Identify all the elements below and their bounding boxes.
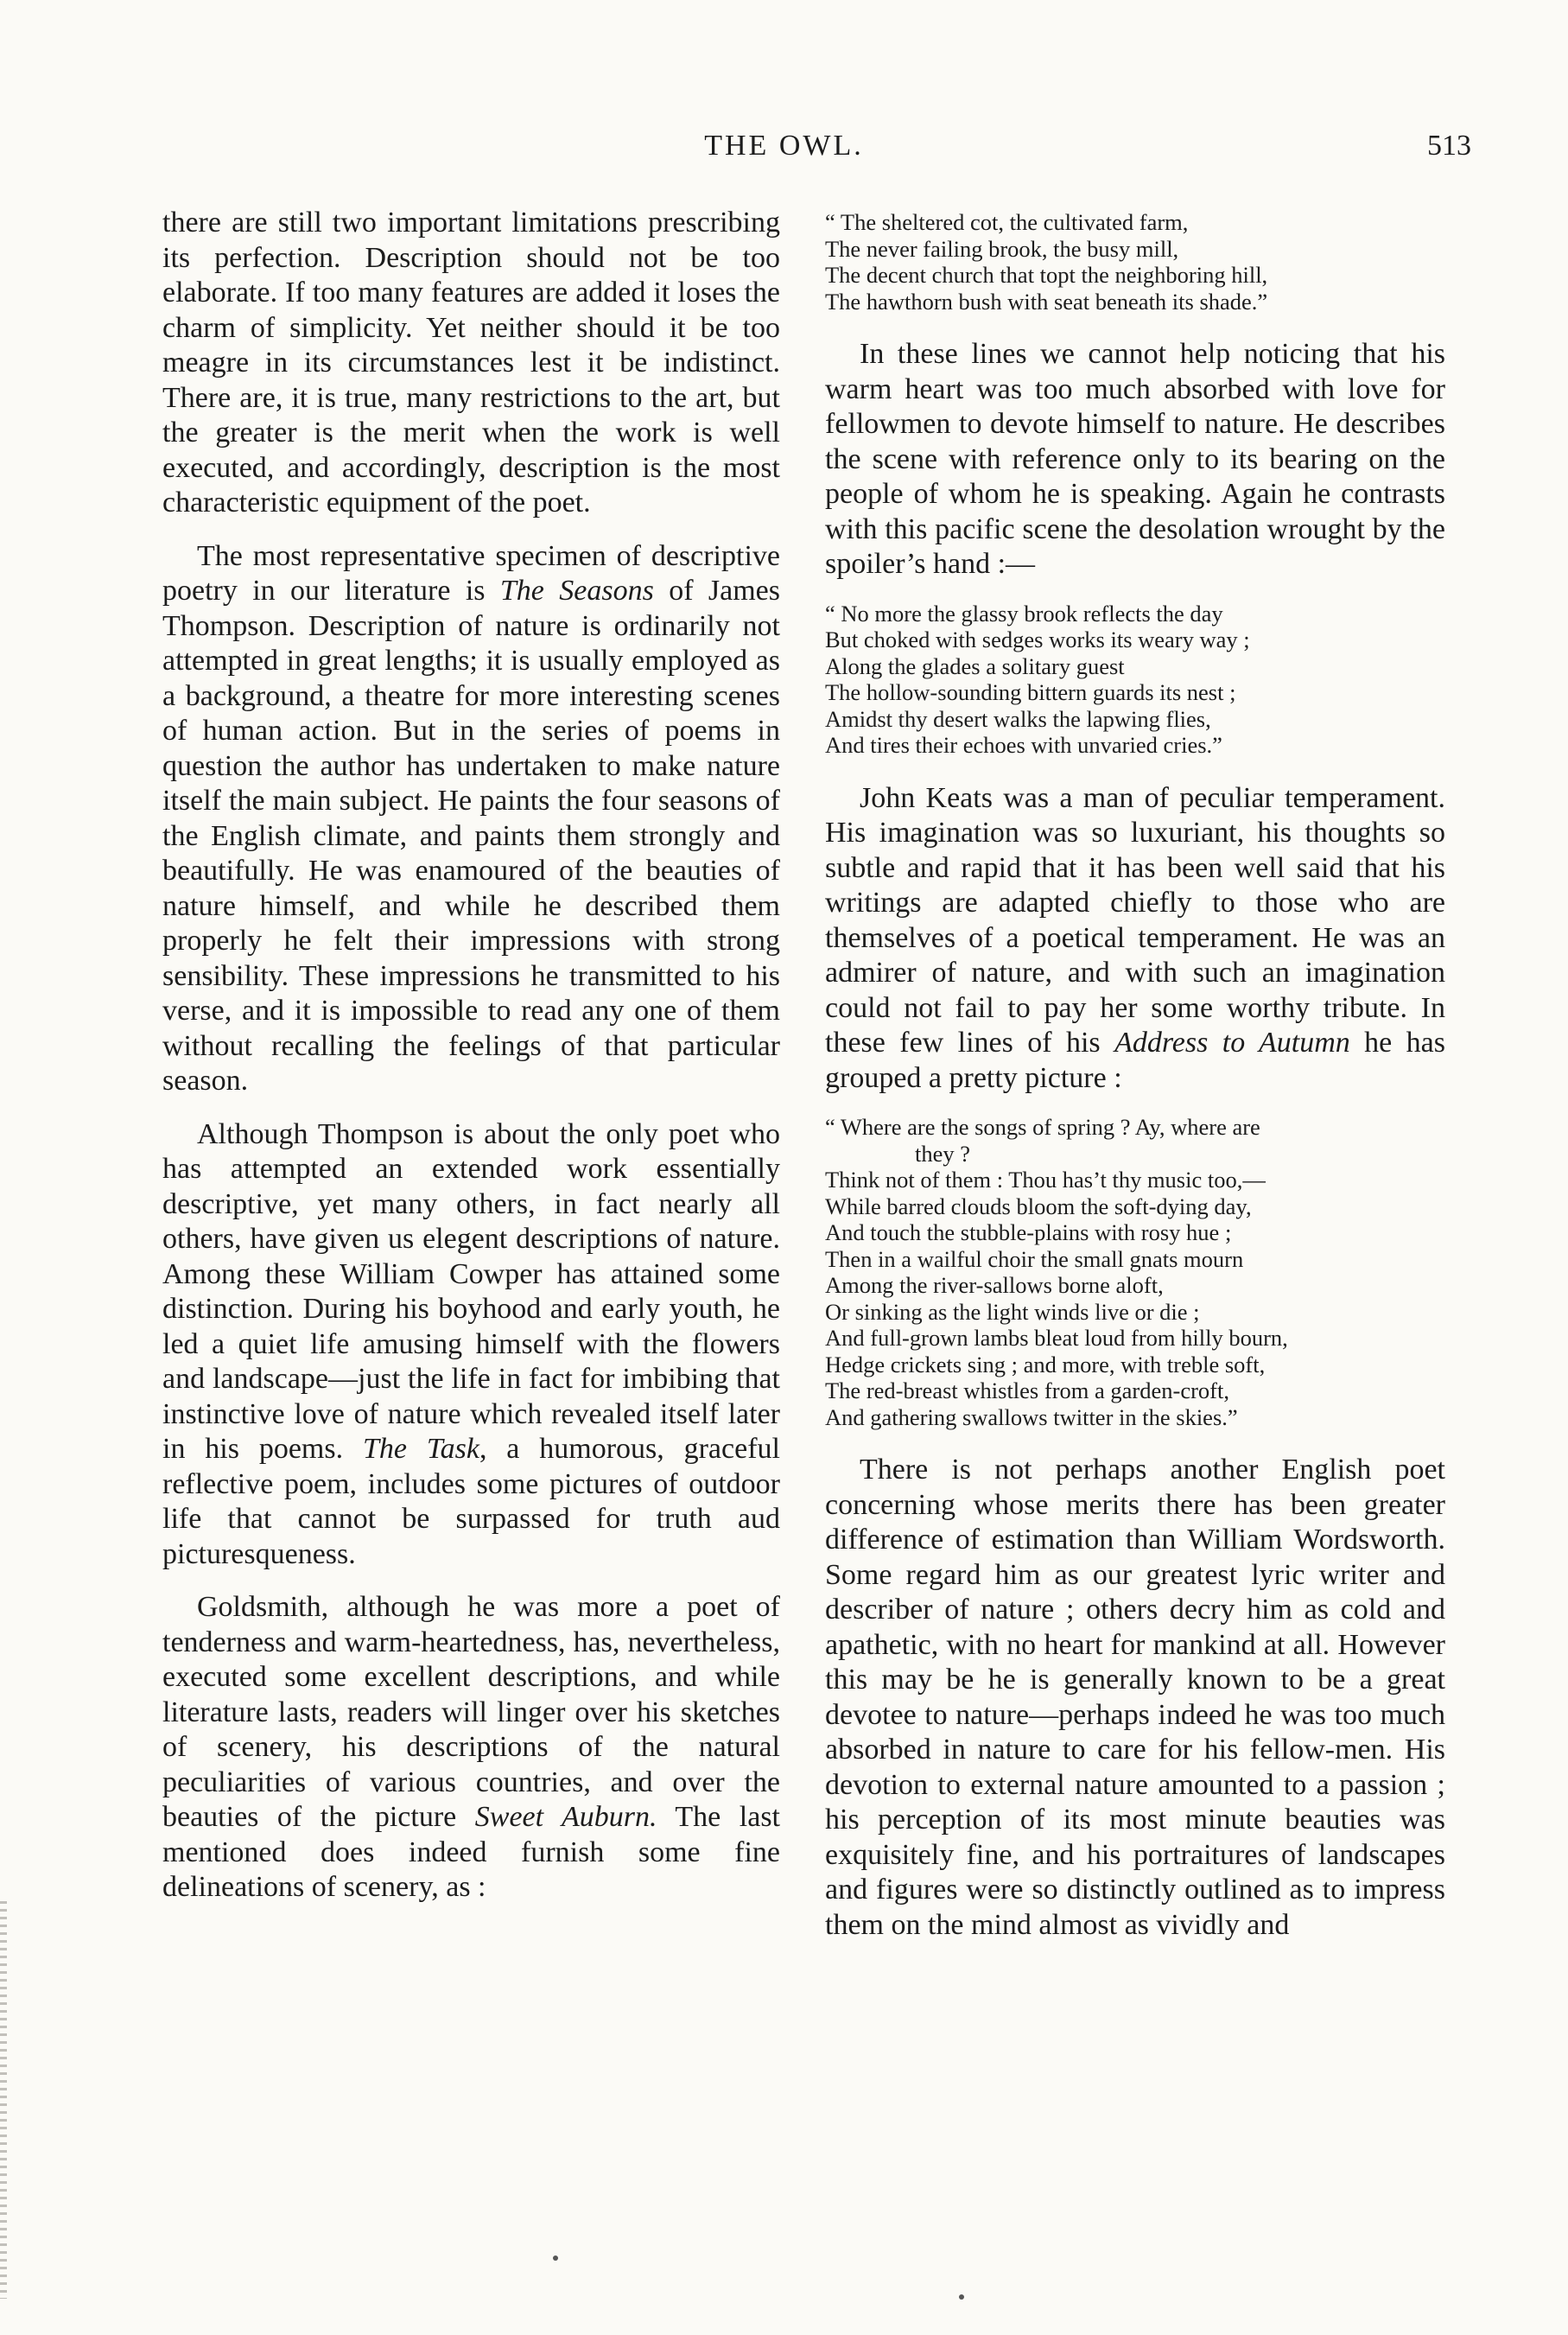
verse-line: And gathering swallows twitter in the skies.” bbox=[825, 1403, 1238, 1430]
work-title-the-seasons: The Seasons bbox=[499, 575, 654, 607]
verse-quotation-desolation bbox=[825, 601, 1445, 759]
verse-line: “ The sheltered cot, the cultivated farm, bbox=[825, 209, 1189, 235]
print-speck bbox=[553, 2255, 558, 2261]
verse-line: The never failing brook, the busy mill, bbox=[825, 235, 1179, 262]
work-title-the-task: The Task bbox=[362, 1433, 479, 1465]
verse-line: Or sinking as the light winds live or die ; bbox=[825, 1298, 1200, 1325]
verse-line: And touch the stubble-plains with rosy hue ; bbox=[825, 1219, 1232, 1245]
paragraph-limitations: there are still two important limitations prescribing its perfection. Description should not be too elaborate. If too many features are added it loses the charm of simplicity. Yet neither should it be too meagre in its circumstances lest it be indistinct. There are, it is true, many restrictions to the art, but the greater is the merit when the work is well executed, and accordingly, description is the most characteristic equipment of the poet. bbox=[162, 207, 780, 519]
verse-line: Amidst thy desert walks the lapwing flies, bbox=[825, 705, 1211, 732]
paragraph-goldsmith-fellowmen: In these lines we cannot help noticing that his warm heart was too much absorbed with love for fellowmen to devote himself to nature. He describes the scene with reference only to its bearing on the people of whom he is speaking. Again he contrasts with this pacific scene the desolation wrought by the spoiler’s hand :— bbox=[825, 338, 1445, 580]
verse-line: Think not of them : Thou has’t thy music too,— bbox=[825, 1167, 1266, 1193]
verse-line: The red-breast whistles from a garden-croft, bbox=[825, 1377, 1229, 1403]
verse-line: “ No more the glassy brook reflects the day bbox=[825, 600, 1223, 627]
text-run: he has grouped a pretty picture : bbox=[825, 1027, 1445, 1094]
paragraph-cowper bbox=[162, 1117, 780, 1573]
verse-line: Hedge crickets sing ; and more, with treble soft, bbox=[825, 1351, 1266, 1377]
verse-line-continuation: they ? bbox=[915, 1140, 971, 1167]
verse-line: And full-grown lambs bleat loud from hilly bourn, bbox=[825, 1325, 1288, 1351]
paragraph-keats bbox=[825, 781, 1445, 1097]
verse-line: Then in a wailful choir the small gnats mourn bbox=[825, 1245, 1244, 1272]
verse-line: And tires their echoes with unvaried cries.” bbox=[825, 732, 1222, 758]
page-number: 513 bbox=[1427, 130, 1471, 162]
verse-quotation-autumn bbox=[825, 1114, 1445, 1430]
running-head bbox=[0, 130, 1568, 173]
print-speck bbox=[959, 2294, 964, 2300]
text-run: Goldsmith, although he was more a poet of tenderness and warm-heartedness, has, nevertheless, executed some excellent descriptions, and while literature lasts, readers will linger over his sketches of scenery, his descriptions of the natural peculiarities of various countries, and over the beauties of the picture bbox=[162, 1591, 780, 1833]
work-title-sweet-auburn: Sweet Auburn. bbox=[474, 1801, 657, 1833]
text-run: John Keats was a man of peculiar temperament. His imagination was so luxuriant, his thoughts so subtle and rapid that it has been well said that his writings are adapted chiefly to those who are themselves of a poetical temperament. He was an admirer of nature, and with such an imagination could not fail to pay her some worthy tribute. In these few lines of his bbox=[825, 781, 1445, 1059]
verse-line: The hawthorn bush with seat beneath its shade.” bbox=[825, 288, 1268, 315]
work-title-address-to-autumn: Address to Autumn bbox=[1114, 1027, 1350, 1059]
left-column bbox=[162, 206, 780, 1924]
right-column bbox=[825, 206, 1445, 1961]
verse-line: “ Where are the songs of spring ? Ay, where are bbox=[825, 1114, 1260, 1140]
verse-quotation-goldsmith-scene bbox=[825, 209, 1445, 315]
paragraph-wordsworth: There is not perhaps another English poet concerning whose merits there has been greater difference of estimation than William Wordsworth. Some regard him as our greatest lyric writer and describer of nature ; others decry him as cold and apathetic, with no heart for mankind at all. However this may be he is generally known to be a great devotee to nature—perhaps indeed he was too much absorbed in nature to care for his fellow-men. His devotion to external nature amounted to a passion ; his perception of its most minute beauties was exquisitely fine, and his portraitures of landscapes and figures were so distinctly outlined as to impress them on the mind almost as vividly and bbox=[825, 1454, 1445, 1941]
verse-line: The decent church that topt the neighboring hill, bbox=[825, 262, 1268, 288]
paragraph-goldsmith bbox=[162, 1590, 780, 1906]
verse-line: But choked with sedges works its weary way ; bbox=[825, 627, 1250, 652]
binding-edge-marks bbox=[0, 1901, 7, 2299]
text-run: The most representative specimen of descriptive poetry in our literature is bbox=[162, 539, 780, 607]
verse-line: The hollow-sounding bittern guards its nest ; bbox=[825, 679, 1236, 705]
text-run: Although Thompson is about the only poet who has attempted an extended work essentially descriptive, yet many others, in fact nearly all others, have given us elegent descriptions of nature. Among these William Cowper has attained some distinction. During his boyhood and early youth, he led a quiet life amusing himself with the flowers and landscape—just the life in fact for imbibing that instinctive love of nature which revealed itself later in his poems. bbox=[162, 1117, 780, 1465]
text-run: , a humorous, graceful reflective poem, includes some pictures of outdoor life that cannot be surpassed for truth aud picturesqueness. bbox=[162, 1433, 780, 1570]
verse-line: Among the river-sallows borne aloft, bbox=[825, 1272, 1164, 1298]
verse-line: Along the glades a solitary guest bbox=[825, 652, 1125, 679]
journal-title: THE OWL. bbox=[704, 130, 864, 162]
text-run: The last mentioned does indeed furnish some fine delineations of scenery, as : bbox=[162, 1801, 780, 1903]
paragraph-thompson-seasons bbox=[162, 539, 780, 1099]
verse-line: While barred clouds bloom the soft-dying day, bbox=[825, 1193, 1252, 1219]
text-run: of James Thompson. Description of nature is ordinarily not attempted in great lengths; it is usually employed as a background, a theatre for more interesting scenes of human action. But in the series of poems in question the author has undertaken to make nature itself the main subject. He paints the four seasons of the English climate, and paints them strongly and beautifully. He was enamoured of the beauties of nature himself, and while he described them properly he felt their impressions with strong sensibility. These impressions he transmitted to his verse, and it is impossible to read any one of them without recalling the feelings of that particular season. bbox=[162, 575, 780, 1097]
